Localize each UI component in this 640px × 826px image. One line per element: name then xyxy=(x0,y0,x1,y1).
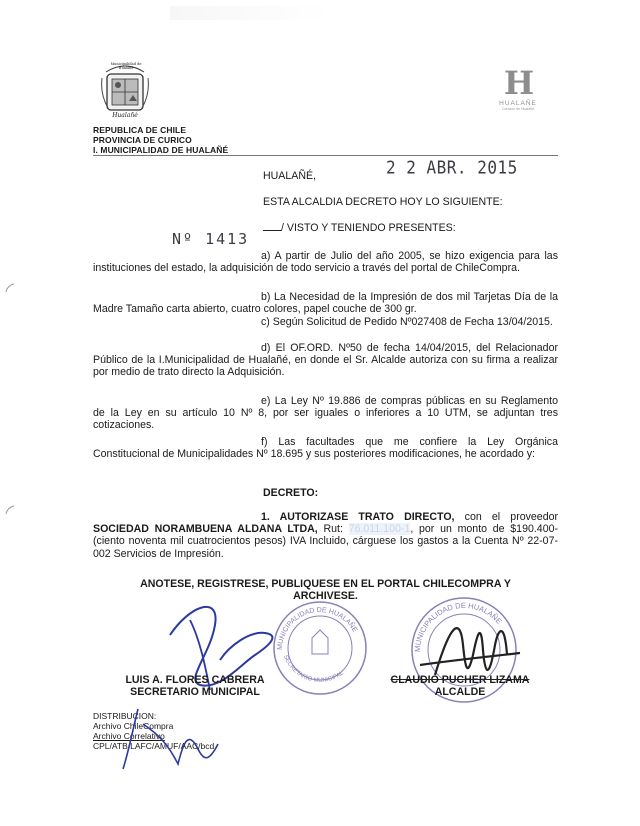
punch-hole-bottom xyxy=(6,506,14,514)
visto-heading: / VISTO Y TENIENDO PRESENTES: xyxy=(263,222,456,234)
paragraph-e: e) La Ley Nº 19.886 de compras públicas en su Reglamento de la Ley en su artículo 10 Nº 8, por ser iguales o inferiores a 10 UTM, se adjuntan tres cotizaciones. xyxy=(93,395,558,432)
distribution-item: Archivo ChileCompra xyxy=(93,721,174,731)
logo-letters: H xyxy=(503,64,533,102)
closing-line-1: ANOTESE, REGISTRESE, PUBLIQUESE EN EL PORTAL CHILECOMPRA Y xyxy=(140,578,511,590)
logo-tagline: Corazón de Hualañé xyxy=(501,107,535,111)
distribution-item: Archivo Correlativo xyxy=(93,731,165,741)
distribution-heading: DISTRIBUCION: xyxy=(93,711,157,721)
secretary-signature-block xyxy=(110,674,280,698)
secretary-title: SECRETARIO MUNICIPAL xyxy=(130,686,260,699)
visto-underline xyxy=(263,230,281,231)
provider-name: SOCIEDAD NORAMBUENA ALDANA LTDA, xyxy=(93,523,318,536)
paragraph-a: a) A partir de Julio del año 2005, se hizo exigencia para las instituciones del estado, la adquisición de todo servicio a través del portal de ChileCompra. xyxy=(93,250,558,275)
punch-hole-marks xyxy=(0,270,20,530)
municipal-crest xyxy=(98,58,152,120)
header-block xyxy=(93,125,228,155)
mayor-seal-text: MUNICIPALIDAD DE HUALAÑE xyxy=(412,600,504,653)
secretary-seal-bottom-text: SECRETARIO MUNICIPAL xyxy=(282,654,345,684)
closing-line-2: ARCHIVESE. xyxy=(293,590,358,603)
article-1-lead: 1. AUTORIZASE TRATO DIRECTO, xyxy=(261,511,455,523)
mayor-title: ALCALDE xyxy=(434,686,486,699)
secretary-name: LUIS A. FLORES CABRERA xyxy=(125,674,265,686)
header-line-republic: REPUBLICA DE CHILE xyxy=(93,125,187,135)
mayor-name: CLAUDIO PUCHER LIZAMA xyxy=(390,674,530,686)
decree-intro: ESTA ALCALDIA DECRETO HOY LO SIGUIENTE: xyxy=(263,196,503,208)
svg-text:SECRETARIO MUNICIPAL xyxy=(282,654,345,683)
article-1-lead-rest: con el proveedor xyxy=(454,511,559,523)
paragraph-c: c) Según Solicitud de Pedido Nº027408 de Fecha 13/04/2015. xyxy=(261,316,553,328)
header-divider xyxy=(93,155,558,156)
rut-label: Rut: xyxy=(317,523,343,536)
logo-name: HUALAÑE xyxy=(499,100,537,107)
paragraph-b: b) La Necesidad de la Impresión de dos mil Tarjetas Día de la Madre Tamaño carta abierto, cuatro colores, papel couche de 300 gr. xyxy=(93,291,558,316)
mayor-signature-block xyxy=(360,674,560,698)
paragraph-f: f) Las facultades que me confiere la Ley Orgánica Constitucional de Municipalidades Nº 18.695 y sus posteriores modificaciones, he acordado y: xyxy=(93,436,558,461)
crest-caption: Municipalidad de Hualañé xyxy=(110,62,142,70)
rut-redacted: 76.011.100-1 xyxy=(348,523,411,536)
punch-hole-top xyxy=(6,284,14,292)
article-1 xyxy=(93,511,558,560)
header-line-province: PROVINCIA DE CURICO xyxy=(93,135,192,145)
paragraph-d: d) El OF.ORD. Nº50 de fecha 14/04/2015, del Relacionador Público de la I.Municipalidad de Hualañé, en donde el Sr. Alcalde autoriza con su firma a realizar por medio de trato directo la Adquisición. xyxy=(93,342,558,379)
crest-bottom-label: Hualañé xyxy=(112,112,138,119)
decreto-heading: DECRETO: xyxy=(263,487,319,499)
distribution-item: CPL/ATB/LAFC/AMUF/AAC/bcd. xyxy=(93,741,217,751)
hualane-logo xyxy=(492,64,544,118)
secretary-seal-text: MUNICIPALIDAD DE HUALAÑE xyxy=(276,606,359,651)
article-1-rest: , por un monto de $190.400- (ciento noventa mil cuatrocientos pesos) IVA Incluido, cárguese los gastos a la Cuenta Nº 22-07-002 Servicios de Impresión. xyxy=(93,523,559,560)
header-line-municipality: I. MUNICIPALIDAD DE HUALAÑÉ xyxy=(93,145,229,155)
place-label: HUALAÑÉ, xyxy=(263,170,316,182)
scan-bleed xyxy=(170,6,330,20)
date-stamp: 2 2 ABR. 2015 xyxy=(386,157,518,178)
decree-number-stamp: Nº 1413 xyxy=(172,230,250,248)
initials-scribble xyxy=(108,704,228,774)
